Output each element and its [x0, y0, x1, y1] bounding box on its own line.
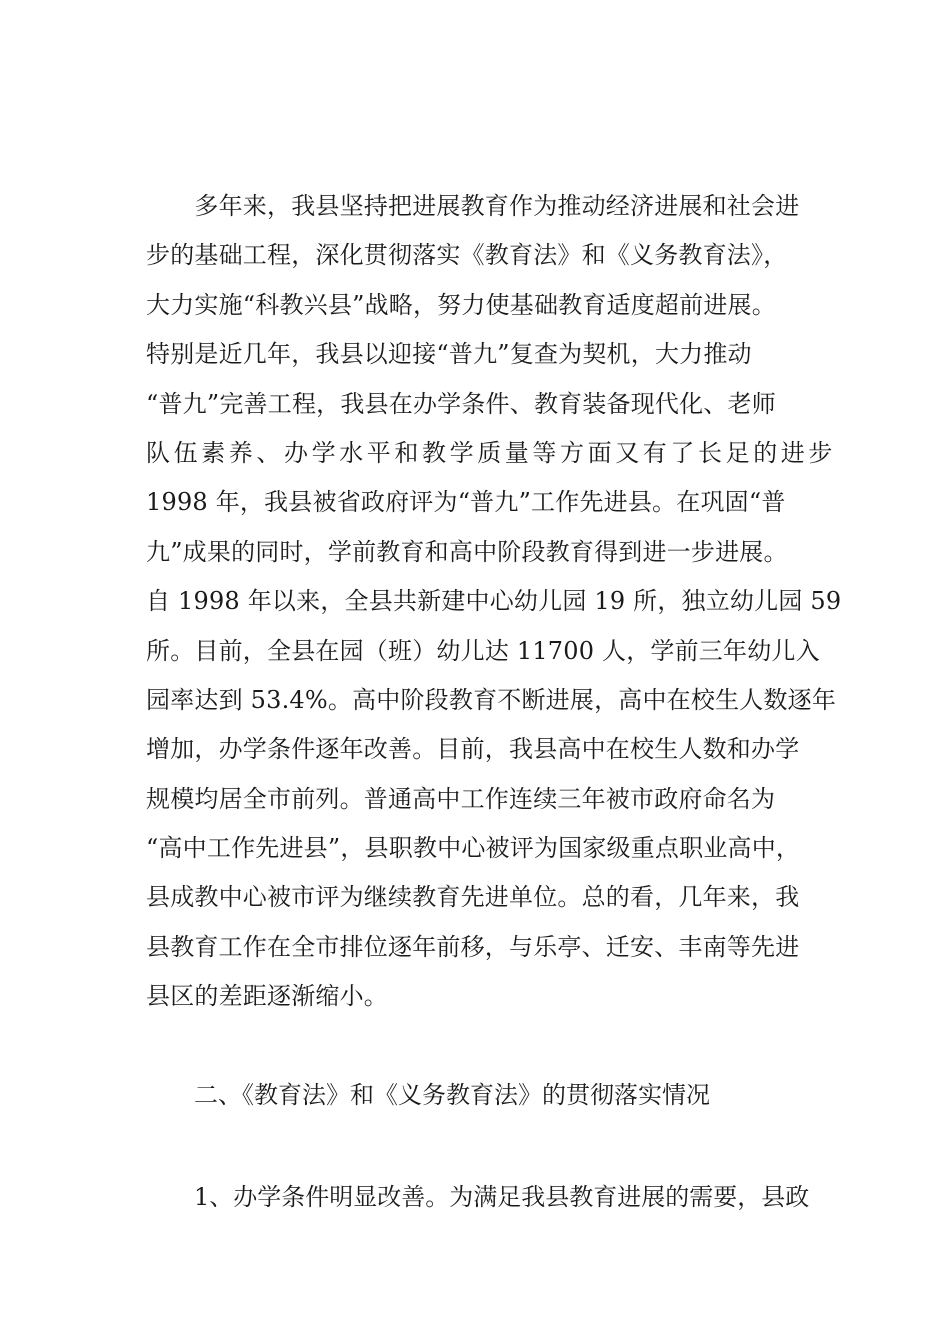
paragraph-line: 步的基础工程，深化贯彻落实《教育法》和《义务教育法》，: [146, 241, 788, 270]
paragraph-line: 1998 年，我县被省政府评为“普九”工作先进县。在巩固“普: [146, 488, 786, 517]
paragraph-line: 县成教中心被市评为继续教育先进单位。总的看，几年来，我: [146, 883, 800, 912]
paragraph-line: 九”成果的同时，学前教育和高中阶段教育得到进一步进展。: [146, 537, 788, 566]
paragraph-line: “高中工作先进县”，县职教中心被评为国家级重点职业高中，: [146, 834, 801, 863]
numbered-item: 1、办学条件明显改善。为满足我县教育进展的需要，县政: [194, 1183, 810, 1211]
paragraph-line: 特别是近几年，我县以迎接“普九”复查为契机，大力推动: [146, 340, 752, 369]
paragraph-line: 大力实施“科教兴县”战略，努力使基础教育适度超前进展。: [146, 290, 776, 319]
paragraph-line: 队伍素养、办学水平和教学质量等方面又有了长足的进步: [146, 438, 836, 467]
body-paragraph: [146, 182, 842, 1022]
paragraph-line: 增加，办学条件逐年改善。目前，我县高中在校生人数和办学: [146, 735, 800, 764]
paragraph-line: 自 1998 年以来，全县共新建中心幼儿园 19 所，独立幼儿园 59: [146, 587, 842, 616]
paragraph-line: “普九”完善工程，我县在办学条件、教育装备现代化、老师: [146, 389, 776, 418]
paragraph-line: 所。目前，全县在园（班）幼儿达 11700 人，学前三年幼儿入: [146, 636, 820, 665]
section-heading: 二、《教育法》和《义务教育法》的贯彻落实情况: [194, 1081, 710, 1109]
paragraph-line: 规模均居全市前列。普通高中工作连续三年被市政府命名为: [146, 784, 776, 813]
paragraph-line: 县区的差距逐渐缩小。: [146, 982, 388, 1011]
paragraph-line: 县教育工作在全市排位逐年前移，与乐亭、迁安、丰南等先进: [146, 932, 800, 961]
paragraph-line: 多年来，我县坚持把进展教育作为推动经济进展和社会进: [146, 192, 800, 220]
paragraph-line: 园率达到 53.4%。高中阶段教育不断进展，高中在校生人数逐年: [146, 685, 837, 714]
